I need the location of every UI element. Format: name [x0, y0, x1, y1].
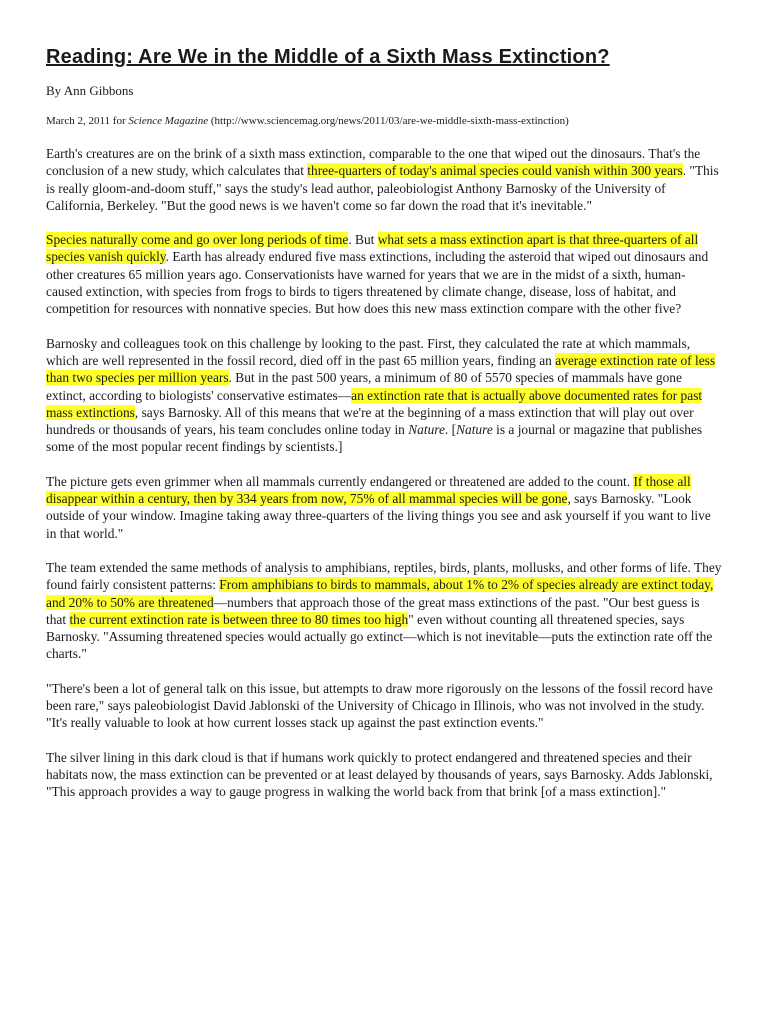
paragraph [46, 145, 722, 214]
highlighted-text: an extinction rate that is actually above documented rates for past mass extinctions [46, 387, 703, 420]
article-title: Reading: Are We in the Middle of a Sixth Mass Extinction? [46, 46, 610, 68]
article-body [46, 145, 722, 801]
text-run: , says Barnosky. All of this means that we're at the beginning of a mass extinction that will play out over hundreds or thousands of years, his team concludes online today in [46, 404, 694, 438]
date-prefix: March 2, 2011 for [46, 115, 129, 127]
highlighted-text: what sets a mass extinction apart is that three-quarters of all species vanish quickly [46, 232, 699, 265]
text-run: " even without counting all threatened species, says Barnosky. "Assuming threatened species would actually go extinct—which is not inevitable—puts the extinction rate off the charts." [46, 611, 713, 662]
paragraph [46, 473, 722, 542]
text-run: is a journal or magazine that publishes some of the most popular recent findings by scientists.] [46, 422, 703, 455]
text-run: The team extended the same methods of analysis to amphibians, reptiles, birds, plants, mollusks, and other forms of life. They found fairly consistent patterns: [46, 559, 722, 593]
text-run: . "This is really gloom-and-doom stuff," says the study's lead author, paleobiologist Anthony Barnosky of the University of California, Berkeley. "But the good news is we haven't come so far down the road that it's inevitable." [46, 163, 719, 213]
paragraph [46, 335, 722, 456]
text-run: . But in the past 500 years, a minimum of 80 of 5570 species of mammals have gone extinct, according to biologists' conservative estimates— [46, 370, 682, 403]
source-name: Science Magazine [128, 115, 209, 127]
text-run: , says Barnosky. "Look outside of your window. Imagine taking away three-quarters of the living things you see and ask yourself if you want to live in that world." [46, 491, 711, 541]
text-run: The silver lining in this dark cloud is that if humans work quickly to protect endangered and threatened species and their habitats now, the mass extinction can be prevented or at least delayed by thousands of years, says Barnosky. Adds Jablonski, "This approach provides a way to gauge progress in walking the world back from that brink [of a mass extinction]." [46, 749, 713, 800]
text-run: "There's been a lot of general talk on this issue, but attempts to draw more rigorously on the lessons of the fossil record have been rare," says paleobiologist David Jablonski of the University of Chicago in Illinois, who was not involved in the study. "It's really valuable to look at how current losses stack up against the past extinction events." [46, 680, 713, 731]
paragraph [46, 749, 722, 801]
text-run: The picture gets even grimmer when all mammals currently endangered or threatened are added to the count. [46, 473, 634, 489]
text-run: Barnosky and colleagues took on this challenge by looking to the past. First, they calculated the rate at which mammals, which are well represented in the fossil record, died off in the past 65 million years, finding an [46, 335, 691, 368]
italic-text: Nature [456, 422, 493, 438]
text-run: . But [348, 232, 378, 248]
paragraph [46, 680, 722, 732]
italic-text: Nature [408, 422, 445, 438]
highlighted-text: three-quarters of today's animal species could vanish within 300 years [307, 163, 683, 179]
highlighted-text: average extinction rate of less than two species per million years [46, 352, 716, 386]
text-run: —numbers that approach those of the great mass extinctions of the past. "Our best guess is that [46, 594, 700, 627]
paragraph [46, 231, 722, 317]
author-byline: By Ann Gibbons [46, 83, 134, 98]
highlighted-text: Species naturally come and go over long periods of time [46, 232, 349, 248]
text-run: . [ [444, 422, 457, 438]
text-run: . Earth has already endured five mass extinctions, including the asteroid that wiped out dinosaurs and other creatures 65 million years ago. Conservationists have warned for years that we are in the midst of a sixth, human-caused extinction, with species from frogs to birds to tigers threatened by climate change, disease, loss of habitat, and competition for resources with nonnative species. But how does this new mass extinction compare with the other five? [46, 249, 709, 317]
text-run: Earth's creatures are on the brink of a sixth mass extinction, comparable to the one that wiped out the dinosaurs. That's the conclusion of a new study, which calculates that [46, 146, 701, 179]
dateline [46, 115, 722, 127]
highlighted-text: From amphibians to birds to mammals, about 1% to 2% of species already are extinct today, and 20% to 50% are threatened [46, 577, 714, 610]
source-url: (http://www.sciencemag.org/news/2011/03/are-we-middle-sixth-mass-extinction) [208, 115, 569, 127]
highlighted-text: If those all disappear within a century, then by 334 years from now, 75% of all mammal species will be gone [46, 473, 691, 507]
highlighted-text: the current extinction rate is between three to 80 times too high [69, 611, 409, 627]
paragraph [46, 559, 722, 663]
